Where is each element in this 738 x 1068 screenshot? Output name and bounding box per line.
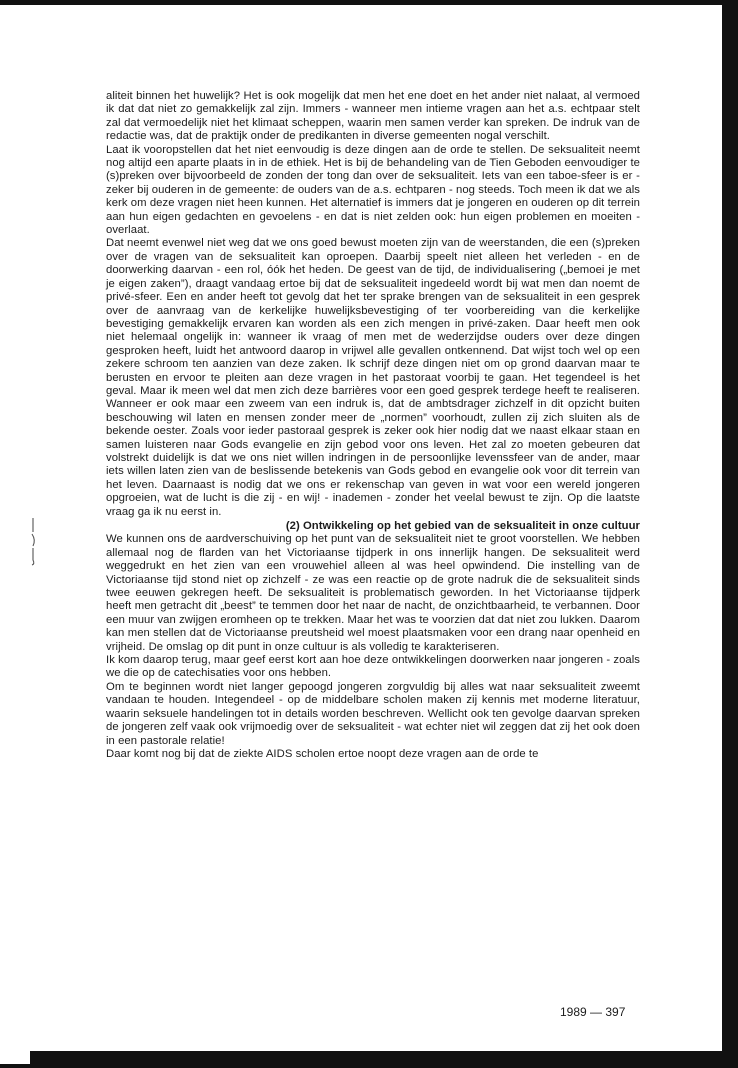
section-heading: (2) Ontwikkeling op het gebied van de seksualiteit in onze cultuur [285, 520, 640, 532]
document-page [106, 90, 640, 761]
paragraph-1: aliteit binnen het huwelijk? Het is ook mogelijk dat men het ene doet en het ander niet nalaat, al vermoed ik dat dat niet zo gemakkelijk zal zijn. Immers - wanneer men intieme vragen aan het a.s. echtpaar stelt zal dat vermoedelijk niet het klimaat scheppen, waarin men samen verder kan spreken. De indruk van de redactie was, dat de praktijk onder de predikanten in diverse gemeenten nogal verschilt. [106, 90, 640, 143]
paragraph-6: Om te beginnen wordt niet langer gepoogd jongeren zorgvuldig bij alles wat naar seksualiteit zweemt vandaan te houden. Integendeel - op de middelbare scholen maken zij kennis met moderne literatuur, waarin seksuele handelingen tot in details worden beschreven. Wellicht ook ten gevolge daarvan spreken de jongeren zelf vaak ook vrijmoedig over de seksualiteit - wat echter niet wil zeggen dat zij het ook doen in een pastorale relatie! [106, 680, 640, 747]
scan-right-border [722, 0, 738, 1068]
paragraph-5: Ik kom daarop terug, maar geef eerst kort aan hoe deze ontwikkelingen doorwerken naar jongeren - zoals we die op de catechisaties voor ons hebben. [106, 654, 640, 680]
page-number: 1989 — 397 [560, 1005, 626, 1019]
paragraph-3: Dat neemt evenwel niet weg dat we ons goed bewust moeten zijn van de weerstanden, die een (s)preken over de vragen van de seksualiteit kan oproepen. Daarbij speelt niet alleen het verleden - en de doorwerking daarvan - een rol, óók het heden. De geest van de tijd, de individualisering („bemoei je met je eigen zaken”), draagt vandaag ertoe bij dat de seksualiteit ingedeeld wordt bij wat men dan noemt de privé-sfeer. Een en ander heeft tot gevolg dat het ter sprake brengen van de seksualiteit in een gesprek over de aanvraag van de kerkelijke huwelijksbevestiging of ter voorbereiding van die kerkelijke bevestiging gemakkelijk ervaren kan worden als een zich mengen in privé-zaken. Daar heeft men ook niet helemaal ongelijk in: wanneer ik vraag of men met de wederzijdse ouders over deze dingen gesproken heeft, luidt het antwoord daarop in vrijwel alle gevallen ontkennend. Dat wijst toch wel op een zekere schroom ten aanzien van deze zaken. Ik schrijf deze dingen niet om op grond daarvan maar te berusten en ervoor te pleiten aan deze vragen in het pastoraat voorbij te gaan. Het tegendeel is het geval. Maar ik meen wel dat men zich deze barrières voor een goed gesprek terdege heeft te realiseren. Wanneer er ook maar een zweem van een indruk is, dat de ambtsdrager zichzelf in dit opzicht buiten beschouwing wil laten en mensen zonder meer de „normen” voorhoudt, zullen zij zich sluiten als de bekende oester. Zoals voor ieder pastoraal gesprek is zeker ook hier nodig dat we naast elkaar staan en samen luisteren naar Gods evangelie en zijn gebod voor ons leven. Het zal zo moeten gebeuren dat volstrekt duidelijk is dat we ons niet willen indringen in de persoonlijke levenssfeer van de ander, maar iets willen laten zien van de beslissende betekenis van Gods gebod en evangelie ook voor dit terrein van het leven. Daarnaast is nodig dat we ons er rekenschap van geven in wat voor een wereld jongeren opgroeien, wat de lucht is die zij - en wij! - inademen - zonder het veelal bewust te zijn. Op die laatste vraag ga ik nu eerst in. [106, 237, 640, 518]
paragraph-4: We kunnen ons de aardverschuiving op het punt van de seksualiteit niet te groot voorstellen. We hebben allemaal nog de flarden van het Victoriaanse tijdperk in ons innerlijk hangen. De seksualiteit werd weggedrukt en het zien van een vrouwehiel alleen al was heel opwindend. Die instelling van de Victoriaanse tijd stond niet op zichzelf - ze was een reactie op de grote nadruk die de seksualiteit sinds twee eeuwen gekregen heeft. De seksualiteit is problematisch geworden. In het Victoriaanse tijdperk heeft men getracht dit „beest” te temmen door het naar de nacht, de onzichtbaarheid, te verbannen. Door een muur van zwijgen eromheen op te trekken. Maar het was te voorzien dat dat niet zou lukken. Daarom kan men stellen dat de Victoriaanse preutsheid wel moest plaatsmaken voor een drang naar openheid en vrijheid. De omslag op dit punt in onze cultuur is als volledig te karakteriseren. [106, 533, 640, 653]
paragraph-2: Laat ik vooropstellen dat het niet eenvoudig is deze dingen aan de orde te stellen. De seksualiteit neemt nog altijd een aparte plaats in in de ethiek. Het is bij de behandeling van de Tien Geboden eenvoudiger te (s)preken over bijvoorbeeld de zonden der tong dan over de seksualiteit. Iets van een taboe-sfeer is er - zeker bij ouderen in de gemeente: de ouders van de a.s. echtparen - nog steeds. Toch meen ik dat we als kerk om deze vragen niet heen kunnen. Het alternatief is immers dat je jongeren en ouderen op dit terrein aan hun eigen gedachten en gevoelens - en dat is niet zelden ook: hun eigen problemen en moeiten - overlaat. [106, 143, 640, 237]
paragraph-7: Daar komt nog bij dat de ziekte AIDS scholen ertoe noopt deze vragen aan de orde te [106, 747, 539, 760]
scan-top-border [0, 0, 738, 5]
scan-bottom-border-thin [0, 1064, 738, 1068]
staple-mark-icon [30, 518, 37, 566]
